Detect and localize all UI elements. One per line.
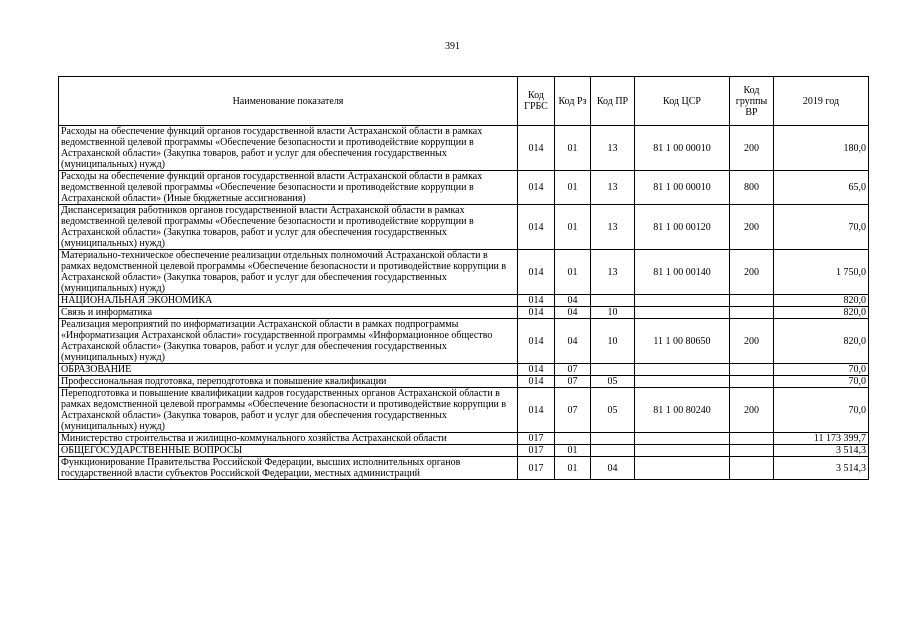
row-vr-cell: 200 [730, 205, 774, 250]
row-grbs-cell: 017 [518, 457, 555, 480]
row-grbs-cell: 014 [518, 319, 555, 364]
table-row [59, 171, 869, 205]
row-csr-cell [635, 433, 730, 445]
row-csr-cell: 81 1 00 00120 [635, 205, 730, 250]
header-name: Наименование показателя [59, 77, 518, 126]
row-pr-cell: 04 [591, 457, 635, 480]
row-grbs-cell: 014 [518, 205, 555, 250]
row-name-cell: Расходы на обеспечение функций органов государственной власти Астраханской области в рамках ведомственной целевой программы «Обеспечение безопасности и противодействие коррупции в Астраханской области» (Закупка товаров, работ и услуг для обеспечения государственных (муниципальных) нужд) [59, 126, 518, 171]
row-value-cell: 70,0 [774, 388, 869, 433]
row-pr-cell: 05 [591, 376, 635, 388]
row-name-cell: Материально-техническое обеспечение реализации отдельных полномочий Астраханской области в рамках ведомственной целевой программы «Обеспечение безопасности и противодействие коррупции в Астраханской области» (Закупка товаров, работ и услуг для обеспечения государственных (муниципальных) нужд) [59, 250, 518, 295]
row-rz-cell: 01 [555, 171, 591, 205]
row-grbs-cell: 014 [518, 250, 555, 295]
row-csr-cell [635, 376, 730, 388]
row-name-cell: Реализация мероприятий по информатизации Астраханской области в рамках подпрограммы «Информатизация Астраханской области» государственной программы «Информационное общество Астраханской области» (Закупка товаров, работ и услуг для обеспечения государственных (муниципальных) нужд) [59, 319, 518, 364]
row-rz-cell: 04 [555, 307, 591, 319]
row-value-cell: 65,0 [774, 171, 869, 205]
row-rz-cell: 07 [555, 388, 591, 433]
header-grbs: Код ГРБС [518, 77, 555, 126]
row-csr-cell [635, 295, 730, 307]
table-row [59, 433, 869, 445]
row-pr-cell [591, 295, 635, 307]
row-pr-cell [591, 445, 635, 457]
row-vr-cell: 800 [730, 171, 774, 205]
row-rz-cell: 01 [555, 250, 591, 295]
row-grbs-cell: 017 [518, 445, 555, 457]
table-row [59, 388, 869, 433]
row-rz-cell: 04 [555, 295, 591, 307]
table-row [59, 319, 869, 364]
table-row [59, 364, 869, 376]
row-csr-cell [635, 457, 730, 480]
row-vr-cell [730, 433, 774, 445]
row-pr-cell: 13 [591, 205, 635, 250]
row-name-cell: ОБРАЗОВАНИЕ [59, 364, 518, 376]
row-vr-cell: 200 [730, 250, 774, 295]
row-name-cell: Профессиональная подготовка, переподготовка и повышение квалификации [59, 376, 518, 388]
table-row [59, 295, 869, 307]
row-name-cell: ОБЩЕГОСУДАРСТВЕННЫЕ ВОПРОСЫ [59, 445, 518, 457]
table-row [59, 307, 869, 319]
row-pr-cell: 05 [591, 388, 635, 433]
row-csr-cell: 81 1 00 00140 [635, 250, 730, 295]
row-csr-cell: 81 1 00 00010 [635, 171, 730, 205]
row-pr-cell: 10 [591, 319, 635, 364]
row-pr-cell [591, 364, 635, 376]
header-year: 2019 год [774, 77, 869, 126]
row-csr-cell: 11 1 00 80650 [635, 319, 730, 364]
row-rz-cell: 04 [555, 319, 591, 364]
row-grbs-cell: 014 [518, 126, 555, 171]
row-rz-cell: 07 [555, 364, 591, 376]
row-csr-cell: 81 1 00 80240 [635, 388, 730, 433]
row-value-cell: 820,0 [774, 307, 869, 319]
row-grbs-cell: 014 [518, 376, 555, 388]
header-pr: Код ПР [591, 77, 635, 126]
row-value-cell: 70,0 [774, 376, 869, 388]
header-vr: Код группы ВР [730, 77, 774, 126]
row-grbs-cell: 017 [518, 433, 555, 445]
row-rz-cell [555, 433, 591, 445]
budget-table [58, 76, 869, 480]
row-rz-cell: 01 [555, 205, 591, 250]
row-grbs-cell: 014 [518, 307, 555, 319]
row-name-cell: Связь и информатика [59, 307, 518, 319]
row-value-cell: 820,0 [774, 319, 869, 364]
row-vr-cell [730, 376, 774, 388]
row-pr-cell: 13 [591, 171, 635, 205]
row-pr-cell: 13 [591, 126, 635, 171]
row-csr-cell: 81 1 00 00010 [635, 126, 730, 171]
row-rz-cell: 01 [555, 445, 591, 457]
table-row [59, 205, 869, 250]
row-vr-cell [730, 295, 774, 307]
row-vr-cell [730, 364, 774, 376]
header-csr: Код ЦСР [635, 77, 730, 126]
row-csr-cell [635, 445, 730, 457]
table-row [59, 126, 869, 171]
table-row [59, 457, 869, 480]
header-rz: Код Рз [555, 77, 591, 126]
row-grbs-cell: 014 [518, 171, 555, 205]
row-value-cell: 70,0 [774, 205, 869, 250]
row-value-cell: 11 173 399,7 [774, 433, 869, 445]
row-rz-cell: 01 [555, 457, 591, 480]
row-rz-cell: 07 [555, 376, 591, 388]
row-value-cell: 70,0 [774, 364, 869, 376]
row-vr-cell: 200 [730, 319, 774, 364]
row-csr-cell [635, 307, 730, 319]
table-row [59, 250, 869, 295]
row-value-cell: 1 750,0 [774, 250, 869, 295]
row-vr-cell: 200 [730, 388, 774, 433]
table-row [59, 445, 869, 457]
row-value-cell: 820,0 [774, 295, 869, 307]
row-grbs-cell: 014 [518, 388, 555, 433]
row-rz-cell: 01 [555, 126, 591, 171]
row-vr-cell [730, 307, 774, 319]
row-vr-cell [730, 445, 774, 457]
row-value-cell: 180,0 [774, 126, 869, 171]
row-name-cell: Переподготовка и повышение квалификации кадров государственных органов Астраханской области в рамках ведомственной целевой программы «Обеспечение безопасности и противодействие коррупции в Астраханской области» (Закупка товаров, работ и услуг для обеспечения государственных (муниципальных) нужд) [59, 388, 518, 433]
row-vr-cell [730, 457, 774, 480]
row-name-cell: Функционирование Правительства Российской Федерации, высших исполнительных органов государственной власти субъектов Российской Федерации, местных администраций [59, 457, 518, 480]
row-pr-cell: 10 [591, 307, 635, 319]
row-csr-cell [635, 364, 730, 376]
row-pr-cell: 13 [591, 250, 635, 295]
row-name-cell: НАЦИОНАЛЬНАЯ ЭКОНОМИКА [59, 295, 518, 307]
row-vr-cell: 200 [730, 126, 774, 171]
table-header-row [59, 77, 869, 126]
row-name-cell: Министерство строительства и жилищно-коммунального хозяйства Астраханской области [59, 433, 518, 445]
row-name-cell: Диспансеризация работников органов государственной власти Астраханской области в рамках ведомственной целевой программы «Обеспечение безопасности и противодействие коррупции в Астраханской области» (Закупка товаров, работ и услуг для обеспечения государственных (муниципальных) нужд) [59, 205, 518, 250]
page-number: 391 [445, 41, 460, 52]
row-grbs-cell: 014 [518, 364, 555, 376]
row-grbs-cell: 014 [518, 295, 555, 307]
row-pr-cell [591, 433, 635, 445]
row-value-cell: 3 514,3 [774, 457, 869, 480]
row-name-cell: Расходы на обеспечение функций органов государственной власти Астраханской области в рамках ведомственной целевой программы «Обеспечение безопасности и противодействие коррупции в Астраханской области» (Иные бюджетные ассигнования) [59, 171, 518, 205]
table-row [59, 376, 869, 388]
row-value-cell: 3 514,3 [774, 445, 869, 457]
